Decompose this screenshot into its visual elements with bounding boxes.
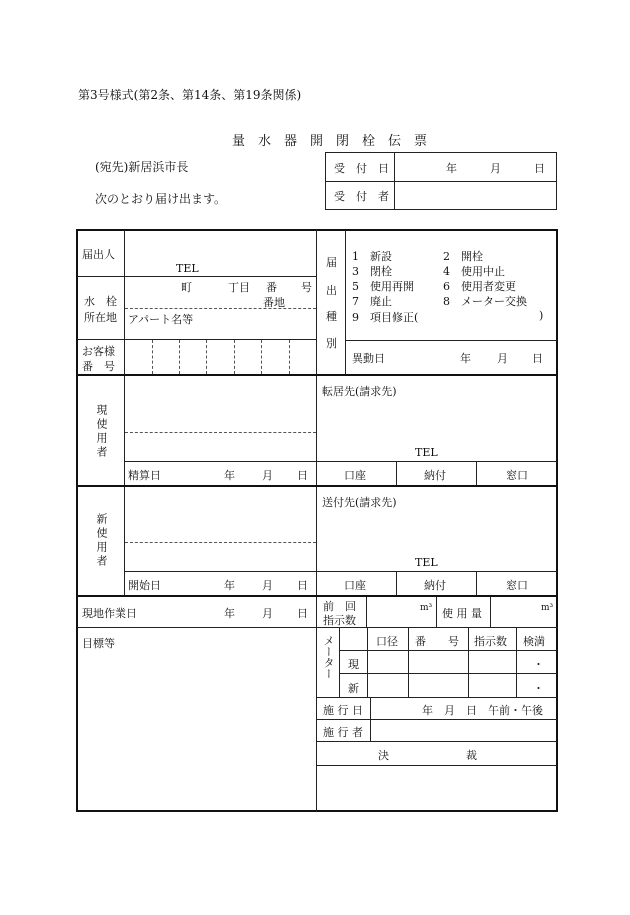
- approval-label: 決 裁: [378, 749, 477, 762]
- new-payment[interactable]: 納付: [424, 579, 446, 592]
- form-number: 第3号様式(第2条、第14条、第19条関係): [78, 88, 302, 102]
- prev-unit: m³: [420, 603, 433, 613]
- type-9[interactable]: 9 項目修正(: [352, 311, 419, 324]
- exec-date-label: 施 行 日: [323, 704, 363, 717]
- settle-day: 日: [297, 469, 308, 482]
- receipt-person-label: 受 付 者: [334, 190, 389, 203]
- town-label: 町: [181, 281, 192, 294]
- go-label: 号: [301, 281, 312, 294]
- type-3[interactable]: 3 閉栓: [352, 265, 392, 278]
- type-1[interactable]: 1 新設: [352, 250, 392, 263]
- type-6[interactable]: 6 使用者変更: [443, 280, 516, 293]
- diameter-header: 口径: [376, 635, 398, 648]
- meter-label: メーター: [322, 635, 335, 679]
- usage-label: 使 用 量: [442, 607, 482, 620]
- move-to-tel: TEL: [415, 446, 438, 459]
- receipt-box: [325, 152, 557, 210]
- receipt-date-units[interactable]: 年 月 日: [446, 162, 545, 175]
- number-header: 番 号: [415, 635, 459, 648]
- site-month: 月: [262, 607, 273, 620]
- settle-date-label: 精算日: [128, 469, 161, 482]
- settle-month: 月: [262, 469, 273, 482]
- notice-label-4: 別: [326, 337, 337, 350]
- notice-label-3: 種: [326, 310, 337, 323]
- current-user-label: 現使用者: [95, 404, 108, 460]
- location-label-1: 水 栓: [84, 295, 117, 308]
- addressee: (宛先)新居浜市長: [95, 160, 189, 174]
- type-5[interactable]: 5 使用再開: [352, 280, 414, 293]
- applicant-tel: TEL: [176, 262, 199, 275]
- start-date-label: 開始日: [128, 579, 161, 592]
- move-to-label: 転居先(請求先): [322, 385, 397, 398]
- current-account[interactable]: 口座: [344, 469, 366, 482]
- new-user-input[interactable]: [125, 488, 315, 541]
- type-4[interactable]: 4 使用中止: [443, 265, 505, 278]
- start-month: 月: [262, 579, 273, 592]
- type-2[interactable]: 2 開栓: [443, 250, 483, 263]
- send-to-label: 送付先(請求先): [322, 496, 397, 509]
- new-user-label: 新使用者: [95, 513, 108, 569]
- meter-current-label: 現: [348, 658, 359, 671]
- location-label-2: 所在地: [84, 311, 117, 324]
- applicant-input[interactable]: [125, 231, 315, 275]
- current-payment[interactable]: 納付: [424, 469, 446, 482]
- type-8[interactable]: 8 メーター交換: [443, 295, 527, 308]
- declaration: 次のとおり届け出ます。: [95, 192, 227, 206]
- approval-stamp-area[interactable]: [318, 766, 556, 810]
- change-date-label: 異動日: [352, 352, 385, 365]
- usage-unit: m³: [541, 603, 554, 613]
- inspection-header: 検満: [523, 635, 545, 648]
- notice-label-2: 出: [326, 284, 337, 297]
- site-day: 日: [297, 607, 308, 620]
- send-to-tel: TEL: [415, 556, 438, 569]
- ban-label: 番: [266, 281, 277, 294]
- customer-label-1: お客様: [82, 345, 115, 358]
- reading-header: 指示数: [474, 635, 507, 648]
- banchi-label: 番地: [263, 296, 285, 309]
- change-day: 日: [532, 352, 543, 365]
- chome-label: 丁目: [228, 281, 250, 294]
- prev-reading-label-2: 指示数: [323, 614, 356, 627]
- settle-year: 年: [224, 469, 235, 482]
- start-day: 日: [297, 579, 308, 592]
- target-input[interactable]: [78, 650, 314, 810]
- current-user-input[interactable]: [125, 377, 315, 431]
- applicant-label: 届出人: [82, 248, 115, 261]
- new-counter[interactable]: 窓口: [506, 579, 528, 592]
- receipt-date-label: 受 付 日: [334, 162, 389, 175]
- change-month: 月: [497, 352, 508, 365]
- type-9-close: ): [539, 309, 544, 322]
- form-title: 量 水 器 開 閉 栓 伝 票: [232, 134, 428, 149]
- current-counter[interactable]: 窓口: [506, 469, 528, 482]
- exec-date-units[interactable]: 年 月 日 午前・午後: [422, 704, 543, 717]
- start-year: 年: [224, 579, 235, 592]
- new-inspection-dot: ・: [533, 682, 544, 695]
- new-account[interactable]: 口座: [344, 579, 366, 592]
- site-year: 年: [224, 607, 235, 620]
- current-inspection-dot: ・: [533, 658, 544, 671]
- apartment-label: アパート名等: [128, 313, 194, 326]
- change-year: 年: [460, 352, 471, 365]
- meter-new-label: 新: [348, 682, 359, 695]
- target-label: 目標等: [82, 637, 115, 650]
- prev-reading-label-1: 前 回: [323, 600, 356, 613]
- exec-person-label: 施 行 者: [323, 726, 363, 739]
- notice-label-1: 届: [326, 256, 337, 269]
- customer-label-2: 番 号: [82, 360, 115, 373]
- site-date-label: 現地作業日: [82, 607, 137, 620]
- type-7[interactable]: 7 廃止: [352, 295, 392, 308]
